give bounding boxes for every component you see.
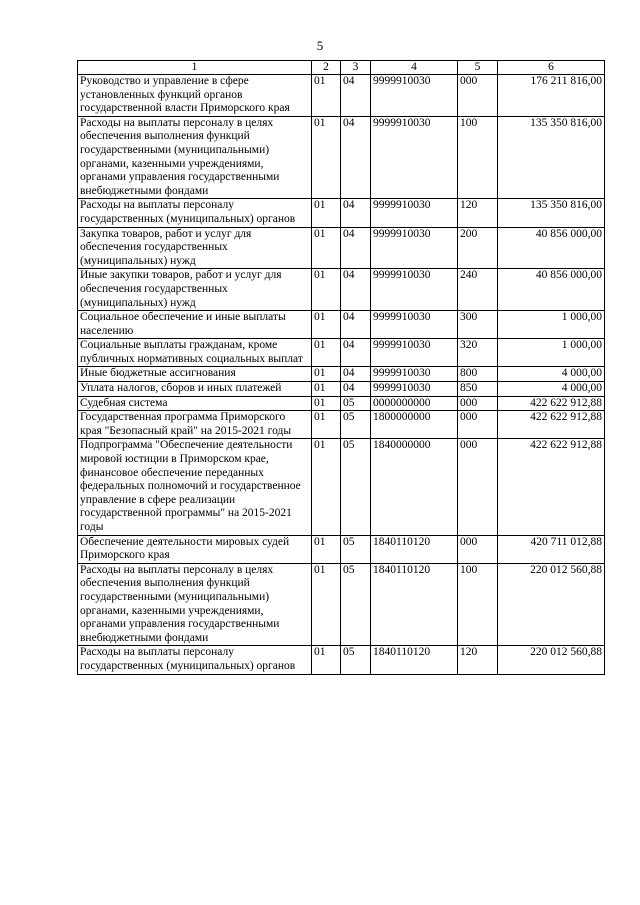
row-amount-cell: 40 856 000,00	[498, 227, 605, 269]
table-row	[78, 535, 605, 563]
row-expense-type-cell: 000	[458, 535, 498, 563]
row-subsection-cell: 04	[341, 116, 371, 199]
row-section-cell: 01	[312, 269, 341, 311]
row-amount-cell: 422 622 912,88	[498, 411, 605, 439]
row-amount-cell: 176 211 816,00	[498, 75, 605, 117]
row-amount-cell: 40 856 000,00	[498, 269, 605, 311]
row-section-cell: 01	[312, 646, 341, 674]
table-row	[78, 382, 605, 397]
row-target-cell: 9999910030	[371, 311, 458, 339]
row-amount-cell: 135 350 816,00	[498, 116, 605, 199]
row-name-cell: Расходы на выплаты персоналу в целях обеспечения выполнения функций государственными (муниципальными) органами, казенными учреждениями, органами управления государственными внебюджетными фондами	[78, 563, 312, 646]
row-section-cell: 01	[312, 367, 341, 382]
row-subsection-cell: 04	[341, 339, 371, 367]
row-name-cell: Расходы на выплаты персоналу государственных (муниципальных) органов	[78, 199, 312, 227]
row-subsection-cell: 05	[341, 411, 371, 439]
header-row	[78, 61, 605, 75]
row-target-cell: 9999910030	[371, 227, 458, 269]
budget-table	[77, 60, 605, 675]
header-cell: 5	[458, 61, 498, 75]
row-section-cell: 01	[312, 411, 341, 439]
row-expense-type-cell: 000	[458, 396, 498, 411]
row-expense-type-cell: 000	[458, 75, 498, 117]
row-expense-type-cell: 800	[458, 367, 498, 382]
row-section-cell: 01	[312, 75, 341, 117]
row-section-cell: 01	[312, 116, 341, 199]
row-section-cell: 01	[312, 339, 341, 367]
row-amount-cell: 420 711 012,88	[498, 535, 605, 563]
row-name-cell: Иные бюджетные ассигнования	[78, 367, 312, 382]
row-subsection-cell: 04	[341, 227, 371, 269]
table-row	[78, 367, 605, 382]
row-subsection-cell: 04	[341, 311, 371, 339]
row-expense-type-cell: 320	[458, 339, 498, 367]
row-expense-type-cell: 240	[458, 269, 498, 311]
table-row	[78, 439, 605, 535]
row-section-cell: 01	[312, 563, 341, 646]
row-subsection-cell: 04	[341, 75, 371, 117]
row-expense-type-cell: 000	[458, 439, 498, 535]
header-cell: 6	[498, 61, 605, 75]
row-expense-type-cell: 120	[458, 646, 498, 674]
table-row	[78, 411, 605, 439]
row-target-cell: 9999910030	[371, 269, 458, 311]
row-target-cell: 9999910030	[371, 199, 458, 227]
row-expense-type-cell: 000	[458, 411, 498, 439]
table-row	[78, 311, 605, 339]
row-amount-cell: 220 012 560,88	[498, 563, 605, 646]
row-amount-cell: 422 622 912,88	[498, 396, 605, 411]
row-target-cell: 9999910030	[371, 116, 458, 199]
row-subsection-cell: 05	[341, 439, 371, 535]
row-expense-type-cell: 120	[458, 199, 498, 227]
row-amount-cell: 422 622 912,88	[498, 439, 605, 535]
row-name-cell: Уплата налогов, сборов и иных платежей	[78, 382, 312, 397]
row-amount-cell: 4 000,00	[498, 382, 605, 397]
row-amount-cell: 220 012 560,88	[498, 646, 605, 674]
row-target-cell: 1840110120	[371, 646, 458, 674]
table-row	[78, 269, 605, 311]
row-subsection-cell: 05	[341, 646, 371, 674]
row-target-cell: 1840110120	[371, 535, 458, 563]
table-row	[78, 563, 605, 646]
row-name-cell: Руководство и управление в сфере установленных функций органов государственной власти Приморского края	[78, 75, 312, 117]
row-amount-cell: 135 350 816,00	[498, 199, 605, 227]
row-target-cell: 9999910030	[371, 75, 458, 117]
table-body	[78, 75, 605, 675]
row-name-cell: Обеспечение деятельности мировых судей Приморского края	[78, 535, 312, 563]
row-name-cell: Иные закупки товаров, работ и услуг для обеспечения государственных (муниципальных) нужд	[78, 269, 312, 311]
row-section-cell: 01	[312, 535, 341, 563]
row-target-cell: 1840000000	[371, 439, 458, 535]
row-expense-type-cell: 200	[458, 227, 498, 269]
row-subsection-cell: 05	[341, 396, 371, 411]
table-row	[78, 227, 605, 269]
page-number: 5	[316, 38, 324, 53]
row-target-cell: 1840110120	[371, 563, 458, 646]
row-subsection-cell: 04	[341, 269, 371, 311]
row-expense-type-cell: 300	[458, 311, 498, 339]
header-cell: 3	[341, 61, 371, 75]
row-target-cell: 9999910030	[371, 367, 458, 382]
table-row	[78, 75, 605, 117]
table-row	[78, 116, 605, 199]
table-row	[78, 199, 605, 227]
row-target-cell: 0000000000	[371, 396, 458, 411]
row-subsection-cell: 05	[341, 535, 371, 563]
row-subsection-cell: 04	[341, 367, 371, 382]
row-expense-type-cell: 100	[458, 563, 498, 646]
row-section-cell: 01	[312, 439, 341, 535]
row-name-cell: Закупка товаров, работ и услуг для обеспечения государственных (муниципальных) нужд	[78, 227, 312, 269]
row-section-cell: 01	[312, 382, 341, 397]
table-row	[78, 646, 605, 674]
row-section-cell: 01	[312, 396, 341, 411]
row-amount-cell: 1 000,00	[498, 311, 605, 339]
header-cell: 2	[312, 61, 341, 75]
row-target-cell: 9999910030	[371, 382, 458, 397]
row-name-cell: Социальное обеспечение и иные выплаты населению	[78, 311, 312, 339]
row-section-cell: 01	[312, 199, 341, 227]
table-row	[78, 339, 605, 367]
row-target-cell: 9999910030	[371, 339, 458, 367]
row-subsection-cell: 04	[341, 199, 371, 227]
row-subsection-cell: 05	[341, 563, 371, 646]
row-section-cell: 01	[312, 227, 341, 269]
row-section-cell: 01	[312, 311, 341, 339]
row-expense-type-cell: 100	[458, 116, 498, 199]
table-row	[78, 396, 605, 411]
row-subsection-cell: 04	[341, 382, 371, 397]
row-name-cell: Расходы на выплаты персоналу государственных (муниципальных) органов	[78, 646, 312, 674]
row-name-cell: Государственная программа Приморского края "Безопасный край" на 2015-2021 годы	[78, 411, 312, 439]
header-cell: 1	[78, 61, 312, 75]
row-expense-type-cell: 850	[458, 382, 498, 397]
row-name-cell: Судебная система	[78, 396, 312, 411]
row-amount-cell: 1 000,00	[498, 339, 605, 367]
header-cell: 4	[371, 61, 458, 75]
row-name-cell: Подпрограмма "Обеспечение деятельности мировой юстиции в Приморском крае, финансовое обеспечение переданных федеральных полномочий и государственное управление в сфере реализации государственной программы" на 2015-2021 годы	[78, 439, 312, 535]
row-target-cell: 1800000000	[371, 411, 458, 439]
row-amount-cell: 4 000,00	[498, 367, 605, 382]
row-name-cell: Социальные выплаты гражданам, кроме публичных нормативных социальных выплат	[78, 339, 312, 367]
row-name-cell: Расходы на выплаты персоналу в целях обеспечения выполнения функций государственными (муниципальными) органами, казенными учреждениями, органами управления государственными внебюджетными фондами	[78, 116, 312, 199]
